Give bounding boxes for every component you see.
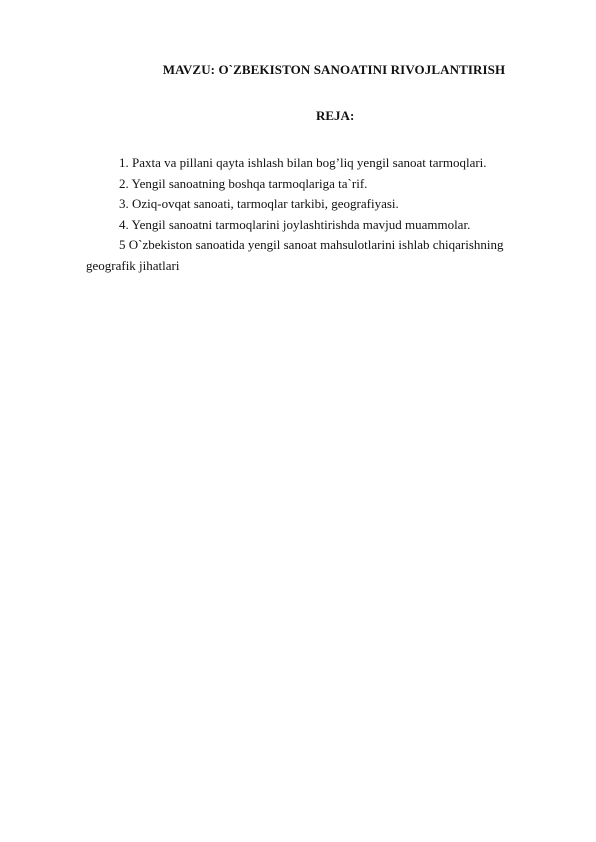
plan-item-1: 1. Paxta va pillani qayta ishlash bilan bog’liq yengil sanoat tarmoqlari. — [119, 155, 487, 170]
document-title: MAVZU: O`ZBEKISTON SANOATINI RIVOJLANTIRISH — [162, 62, 506, 77]
plan-item-4: 4. Yengil sanoatni tarmoqlarini joylashtirishda mavjud muammolar. — [119, 216, 471, 232]
plan-list — [86, 153, 546, 276]
plan-heading: REJA: — [316, 108, 355, 123]
plan-item-5: 5 O`zbekiston sanoatida yengil sanoat mahsulotlarini ishlab chiqarishning geografik jihatlari — [86, 237, 504, 273]
plan-item-2: 2. Yengil sanoatning boshqa tarmoqlariga ta`rif. — [119, 175, 368, 191]
plan-item-3: 3. Oziq-ovqat sanoati, tarmoqlar tarkibi, geografiyasi. — [119, 196, 399, 211]
